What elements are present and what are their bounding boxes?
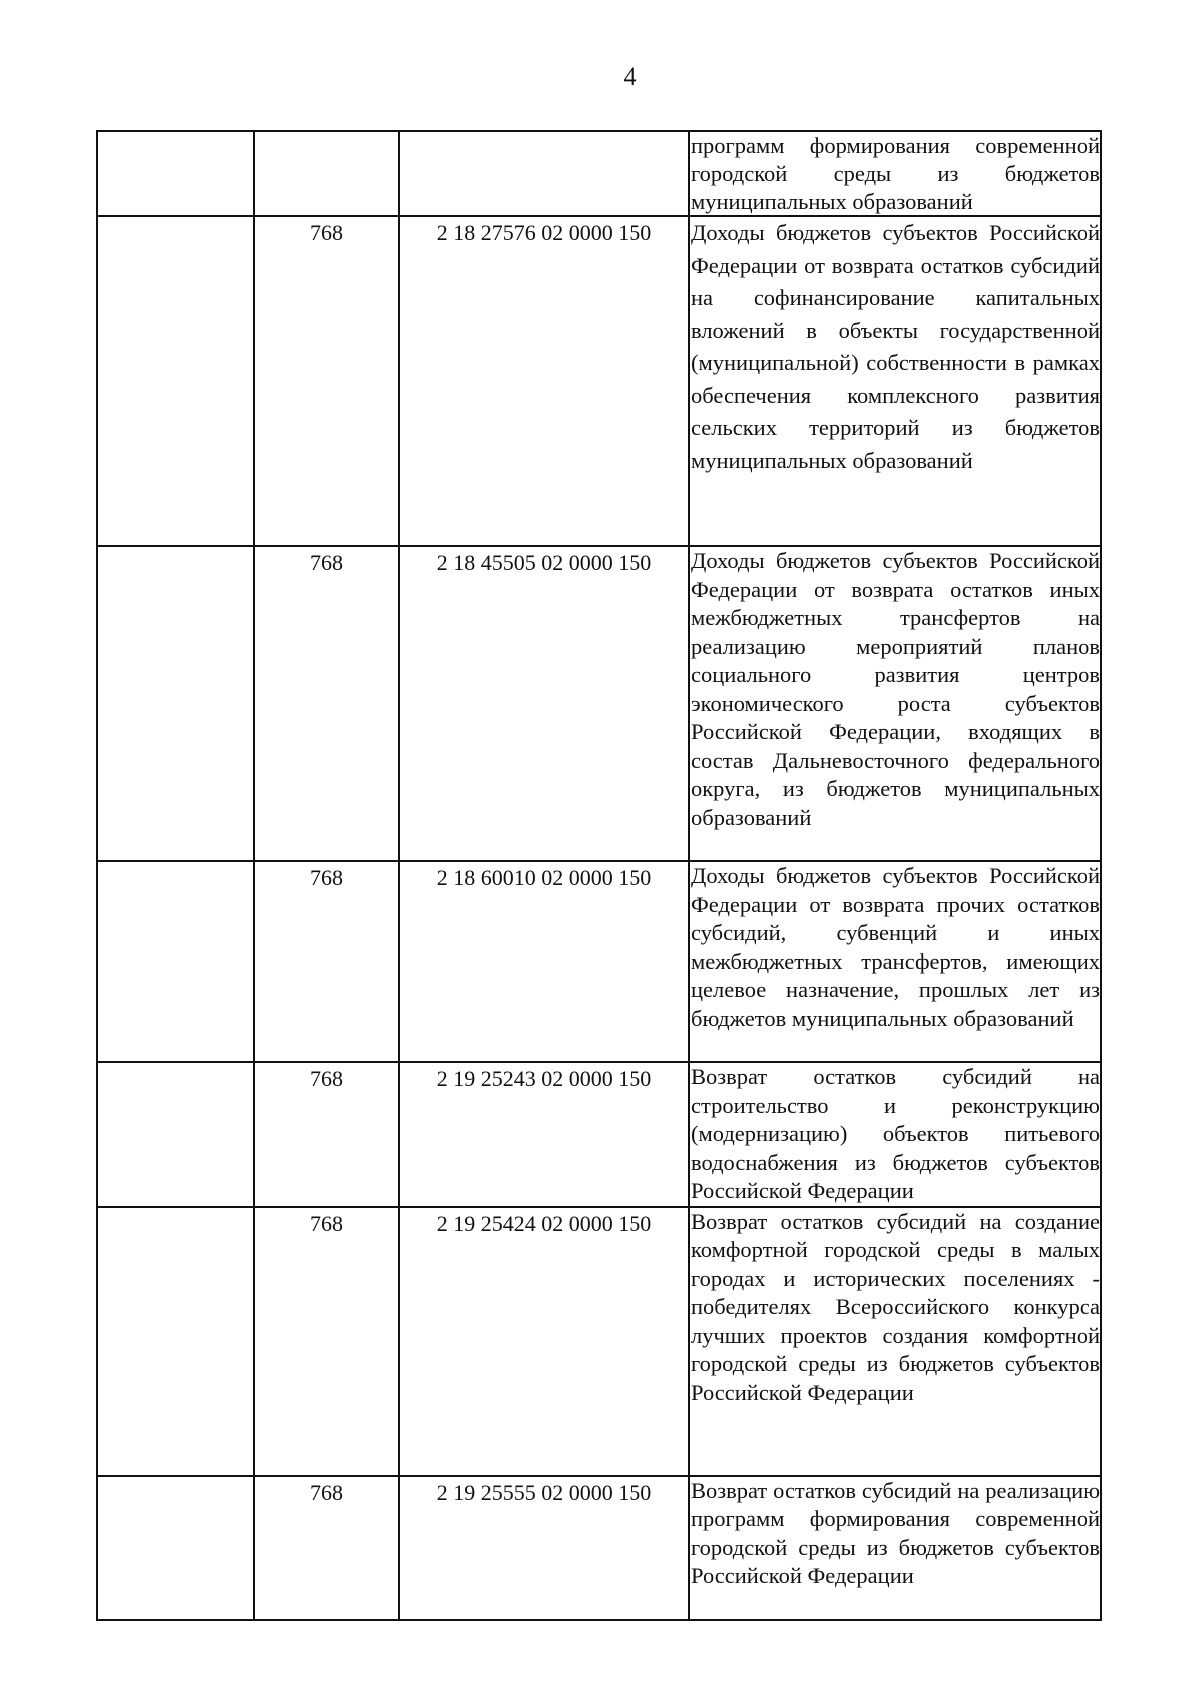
classification-code-cell: 2 19 25243 02 0000 150 — [399, 1062, 689, 1207]
description-cell: Доходы бюджетов субъектов Российской Федерации от возврата остатков субсидий на софинансирование капитальных вложений в объекты государственной (муниципальной) собственности в рамках обеспечения комплексного развития сельских территорий из бюджетов муниципальных образований — [689, 216, 1101, 546]
table-row — [97, 546, 1101, 861]
classification-code-cell: 2 18 27576 02 0000 150 — [399, 216, 689, 546]
admin-code-cell: 768 — [254, 1476, 399, 1620]
description-cell: Доходы бюджетов субъектов Российской Федерации от возврата остатков иных межбюджетных трансфертов на реализацию мероприятий планов социального развития центров экономического роста субъектов Российской Федерации, входящих в состав Дальневосточного федерального округа, из бюджетов муниципальных образований — [689, 546, 1101, 861]
classification-code-cell: 2 18 60010 02 0000 150 — [399, 861, 689, 1062]
table-row — [97, 131, 1101, 216]
table-row — [97, 861, 1101, 1062]
admin-code-cell: 768 — [254, 1207, 399, 1476]
admin-code-cell: 768 — [254, 861, 399, 1062]
description-cell: Возврат остатков субсидий на строительство и реконструкцию (модернизацию) объектов питьевого водоснабжения из бюджетов субъектов Российской Федерации — [689, 1062, 1101, 1207]
admin-code-cell — [254, 131, 399, 216]
empty-cell — [97, 131, 254, 216]
table-row — [97, 1062, 1101, 1207]
classification-code-cell: 2 19 25555 02 0000 150 — [399, 1476, 689, 1620]
description-cell: Возврат остатков субсидий на создание комфортной городской среды в малых городах и исторических поселениях - победителях Всероссийского конкурса лучших проектов создания комфортной городской среды из бюджетов субъектов Российской Федерации — [689, 1207, 1101, 1476]
description-cell: Возврат остатков субсидий на реализацию программ формирования современной городской среды из бюджетов субъектов Российской Федерации — [689, 1476, 1101, 1620]
empty-cell — [97, 1476, 254, 1620]
admin-code-cell: 768 — [254, 1062, 399, 1207]
table-row — [97, 1207, 1101, 1476]
description-cell: программ формирования современной городской среды из бюджетов муниципальных образований — [689, 131, 1101, 216]
classification-code-cell — [399, 131, 689, 216]
empty-cell — [97, 861, 254, 1062]
classification-code-cell: 2 18 45505 02 0000 150 — [399, 546, 689, 861]
empty-cell — [97, 216, 254, 546]
empty-cell — [97, 1207, 254, 1476]
table-row — [97, 216, 1101, 546]
classification-code-cell: 2 19 25424 02 0000 150 — [399, 1207, 689, 1476]
empty-cell — [97, 1062, 254, 1207]
admin-code-cell: 768 — [254, 216, 399, 546]
revenue-classification-table — [96, 130, 1102, 1621]
description-cell: Доходы бюджетов субъектов Российской Федерации от возврата прочих остатков субсидий, субвенций и иных межбюджетных трансфертов, имеющих целевое назначение, прошлых лет из бюджетов муниципальных образований — [689, 861, 1101, 1062]
admin-code-cell: 768 — [254, 546, 399, 861]
page-number: 4 — [623, 62, 637, 91]
empty-cell — [97, 546, 254, 861]
table-row — [97, 1476, 1101, 1620]
